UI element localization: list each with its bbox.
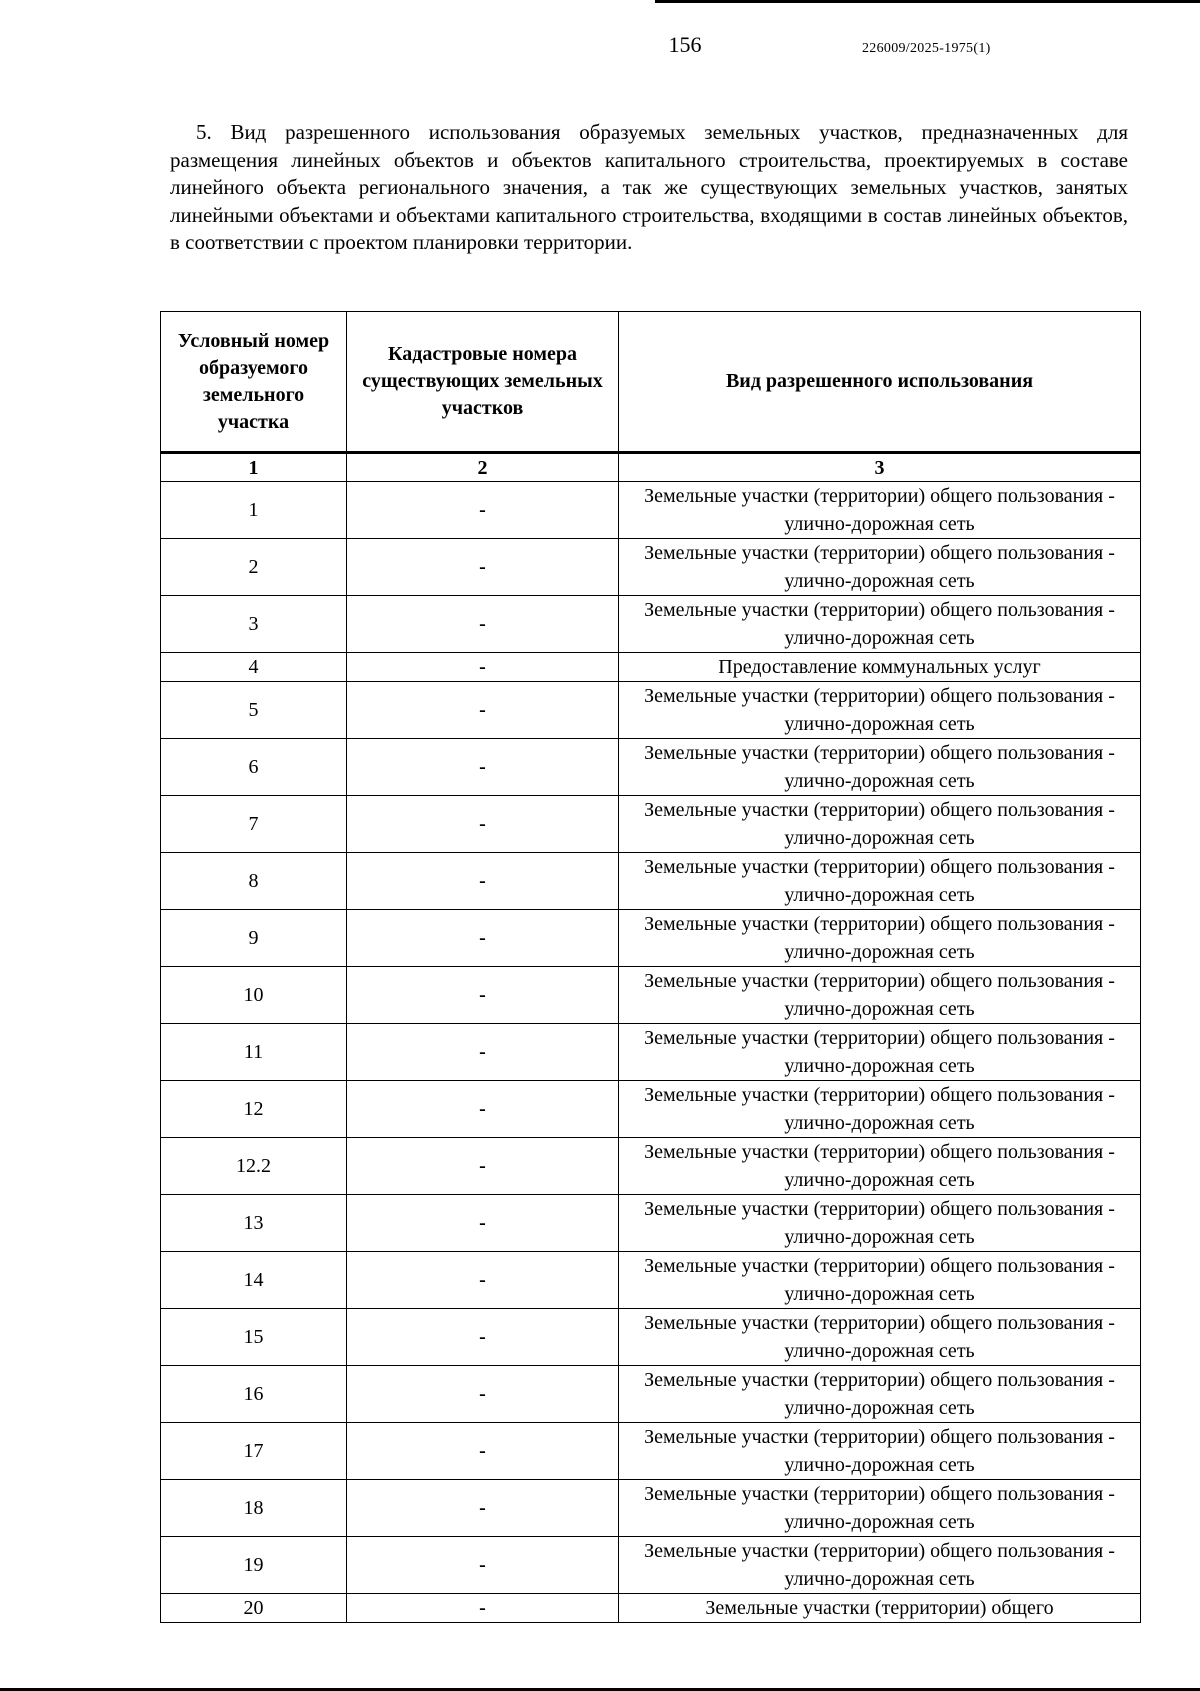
intro-paragraph: 5. Вид разрешенного использования образуемых земельных участков, предназначенных для размещения линейных объектов и объектов капитального строительства, проектируемых в составе линейного объекта регионального значения, а так же существующих земельных участков, занятых линейными объектами и объектами капитального строительства, входящими в состав линейных объектов, в соответствии с проектом планировки территории. [170, 120, 1128, 255]
cadastral-number-cell: - [347, 1081, 619, 1138]
permitted-use-cell: Земельные участки (территории) общего пользования - улично-дорожная сеть [619, 1423, 1141, 1480]
column-number-row [161, 453, 1141, 482]
cadastral-number-cell: - [347, 1138, 619, 1195]
plot-number-cell: 9 [161, 910, 347, 967]
plot-number-cell: 19 [161, 1537, 347, 1594]
cadastral-number-cell: - [347, 1480, 619, 1537]
permitted-use-cell: Земельные участки (территории) общего пользования - улично-дорожная сеть [619, 482, 1141, 539]
table-row [161, 1195, 1141, 1252]
cadastral-number-cell: - [347, 1366, 619, 1423]
column-number: 3 [619, 453, 1141, 482]
permitted-use-cell: Земельные участки (территории) общего пользования - улично-дорожная сеть [619, 796, 1141, 853]
plot-number-cell: 12.2 [161, 1138, 347, 1195]
plot-number-cell: 10 [161, 967, 347, 1024]
table-row [161, 482, 1141, 539]
table-row [161, 1024, 1141, 1081]
table-row [161, 1594, 1141, 1623]
table-row [161, 1480, 1141, 1537]
table-row [161, 539, 1141, 596]
table-row [161, 796, 1141, 853]
plot-number-cell: 11 [161, 1024, 347, 1081]
permitted-use-cell: Земельные участки (территории) общего пользования - улично-дорожная сеть [619, 682, 1141, 739]
table-row [161, 910, 1141, 967]
table-row [161, 596, 1141, 653]
table-row [161, 1537, 1141, 1594]
plot-number-cell: 16 [161, 1366, 347, 1423]
table-body [161, 482, 1141, 1623]
plot-number-cell: 8 [161, 853, 347, 910]
cadastral-number-cell: - [347, 1594, 619, 1623]
permitted-use-cell: Земельные участки (территории) общего пользования - улично-дорожная сеть [619, 967, 1141, 1024]
cadastral-number-cell: - [347, 653, 619, 682]
table-row [161, 967, 1141, 1024]
permitted-use-cell: Земельные участки (территории) общего пользования - улично-дорожная сеть [619, 596, 1141, 653]
permitted-use-cell: Земельные участки (территории) общего пользования - улично-дорожная сеть [619, 853, 1141, 910]
table-row [161, 1366, 1141, 1423]
plot-number-cell: 4 [161, 653, 347, 682]
plot-number-cell: 7 [161, 796, 347, 853]
plot-number-cell: 12 [161, 1081, 347, 1138]
column-header-cadastral: Кадастровые номера существующих земельных участков [347, 312, 619, 453]
permitted-use-cell: Земельные участки (территории) общего пользования - улично-дорожная сеть [619, 1537, 1141, 1594]
cadastral-number-cell: - [347, 1537, 619, 1594]
plot-number-cell: 20 [161, 1594, 347, 1623]
table-row [161, 1252, 1141, 1309]
cadastral-number-cell: - [347, 596, 619, 653]
column-number: 2 [347, 453, 619, 482]
plot-number-cell: 6 [161, 739, 347, 796]
column-number: 1 [161, 453, 347, 482]
table-row [161, 653, 1141, 682]
document-id: 226009/2025-1975(1) [862, 41, 991, 56]
cadastral-number-cell: - [347, 796, 619, 853]
table-row [161, 853, 1141, 910]
table-row [161, 1081, 1141, 1138]
cadastral-number-cell: - [347, 1195, 619, 1252]
table-header-row [161, 312, 1141, 453]
permitted-use-cell: Земельные участки (территории) общего пользования - улично-дорожная сеть [619, 1024, 1141, 1081]
permitted-use-cell: Земельные участки (территории) общего пользования - улично-дорожная сеть [619, 1480, 1141, 1537]
top-edge-rule [655, 0, 1200, 3]
plot-number-cell: 3 [161, 596, 347, 653]
plot-number-cell: 14 [161, 1252, 347, 1309]
plot-number-cell: 17 [161, 1423, 347, 1480]
permitted-use-cell: Земельные участки (территории) общего пользования - улично-дорожная сеть [619, 539, 1141, 596]
cadastral-number-cell: - [347, 539, 619, 596]
column-header-plot-number: Условный номер образуемого земельного участка [161, 312, 347, 453]
permitted-use-cell: Земельные участки (территории) общего [619, 1594, 1141, 1623]
permitted-use-cell: Земельные участки (территории) общего пользования - улично-дорожная сеть [619, 1138, 1141, 1195]
plot-number-cell: 1 [161, 482, 347, 539]
permitted-use-cell: Земельные участки (территории) общего пользования - улично-дорожная сеть [619, 739, 1141, 796]
land-use-table [160, 311, 1141, 1623]
plot-number-cell: 15 [161, 1309, 347, 1366]
permitted-use-cell: Земельные участки (территории) общего пользования - улично-дорожная сеть [619, 910, 1141, 967]
permitted-use-cell: Земельные участки (территории) общего пользования - улично-дорожная сеть [619, 1195, 1141, 1252]
cadastral-number-cell: - [347, 1309, 619, 1366]
table-row [161, 739, 1141, 796]
table-row [161, 1423, 1141, 1480]
page-number: 156 [668, 32, 702, 57]
permitted-use-cell: Земельные участки (территории) общего пользования - улично-дорожная сеть [619, 1252, 1141, 1309]
cadastral-number-cell: - [347, 1252, 619, 1309]
column-header-permitted-use: Вид разрешенного использования [619, 312, 1141, 453]
cadastral-number-cell: - [347, 739, 619, 796]
table-row [161, 682, 1141, 739]
cadastral-number-cell: - [347, 910, 619, 967]
cadastral-number-cell: - [347, 967, 619, 1024]
permitted-use-cell: Земельные участки (территории) общего пользования - улично-дорожная сеть [619, 1309, 1141, 1366]
table-row [161, 1138, 1141, 1195]
permitted-use-cell: Земельные участки (территории) общего пользования - улично-дорожная сеть [619, 1366, 1141, 1423]
plot-number-cell: 18 [161, 1480, 347, 1537]
permitted-use-cell: Земельные участки (территории) общего пользования - улично-дорожная сеть [619, 1081, 1141, 1138]
cadastral-number-cell: - [347, 482, 619, 539]
cadastral-number-cell: - [347, 1024, 619, 1081]
cadastral-number-cell: - [347, 853, 619, 910]
plot-number-cell: 2 [161, 539, 347, 596]
table-row [161, 1309, 1141, 1366]
permitted-use-cell: Предоставление коммунальных услуг [619, 653, 1141, 682]
plot-number-cell: 5 [161, 682, 347, 739]
cadastral-number-cell: - [347, 682, 619, 739]
cadastral-number-cell: - [347, 1423, 619, 1480]
plot-number-cell: 13 [161, 1195, 347, 1252]
